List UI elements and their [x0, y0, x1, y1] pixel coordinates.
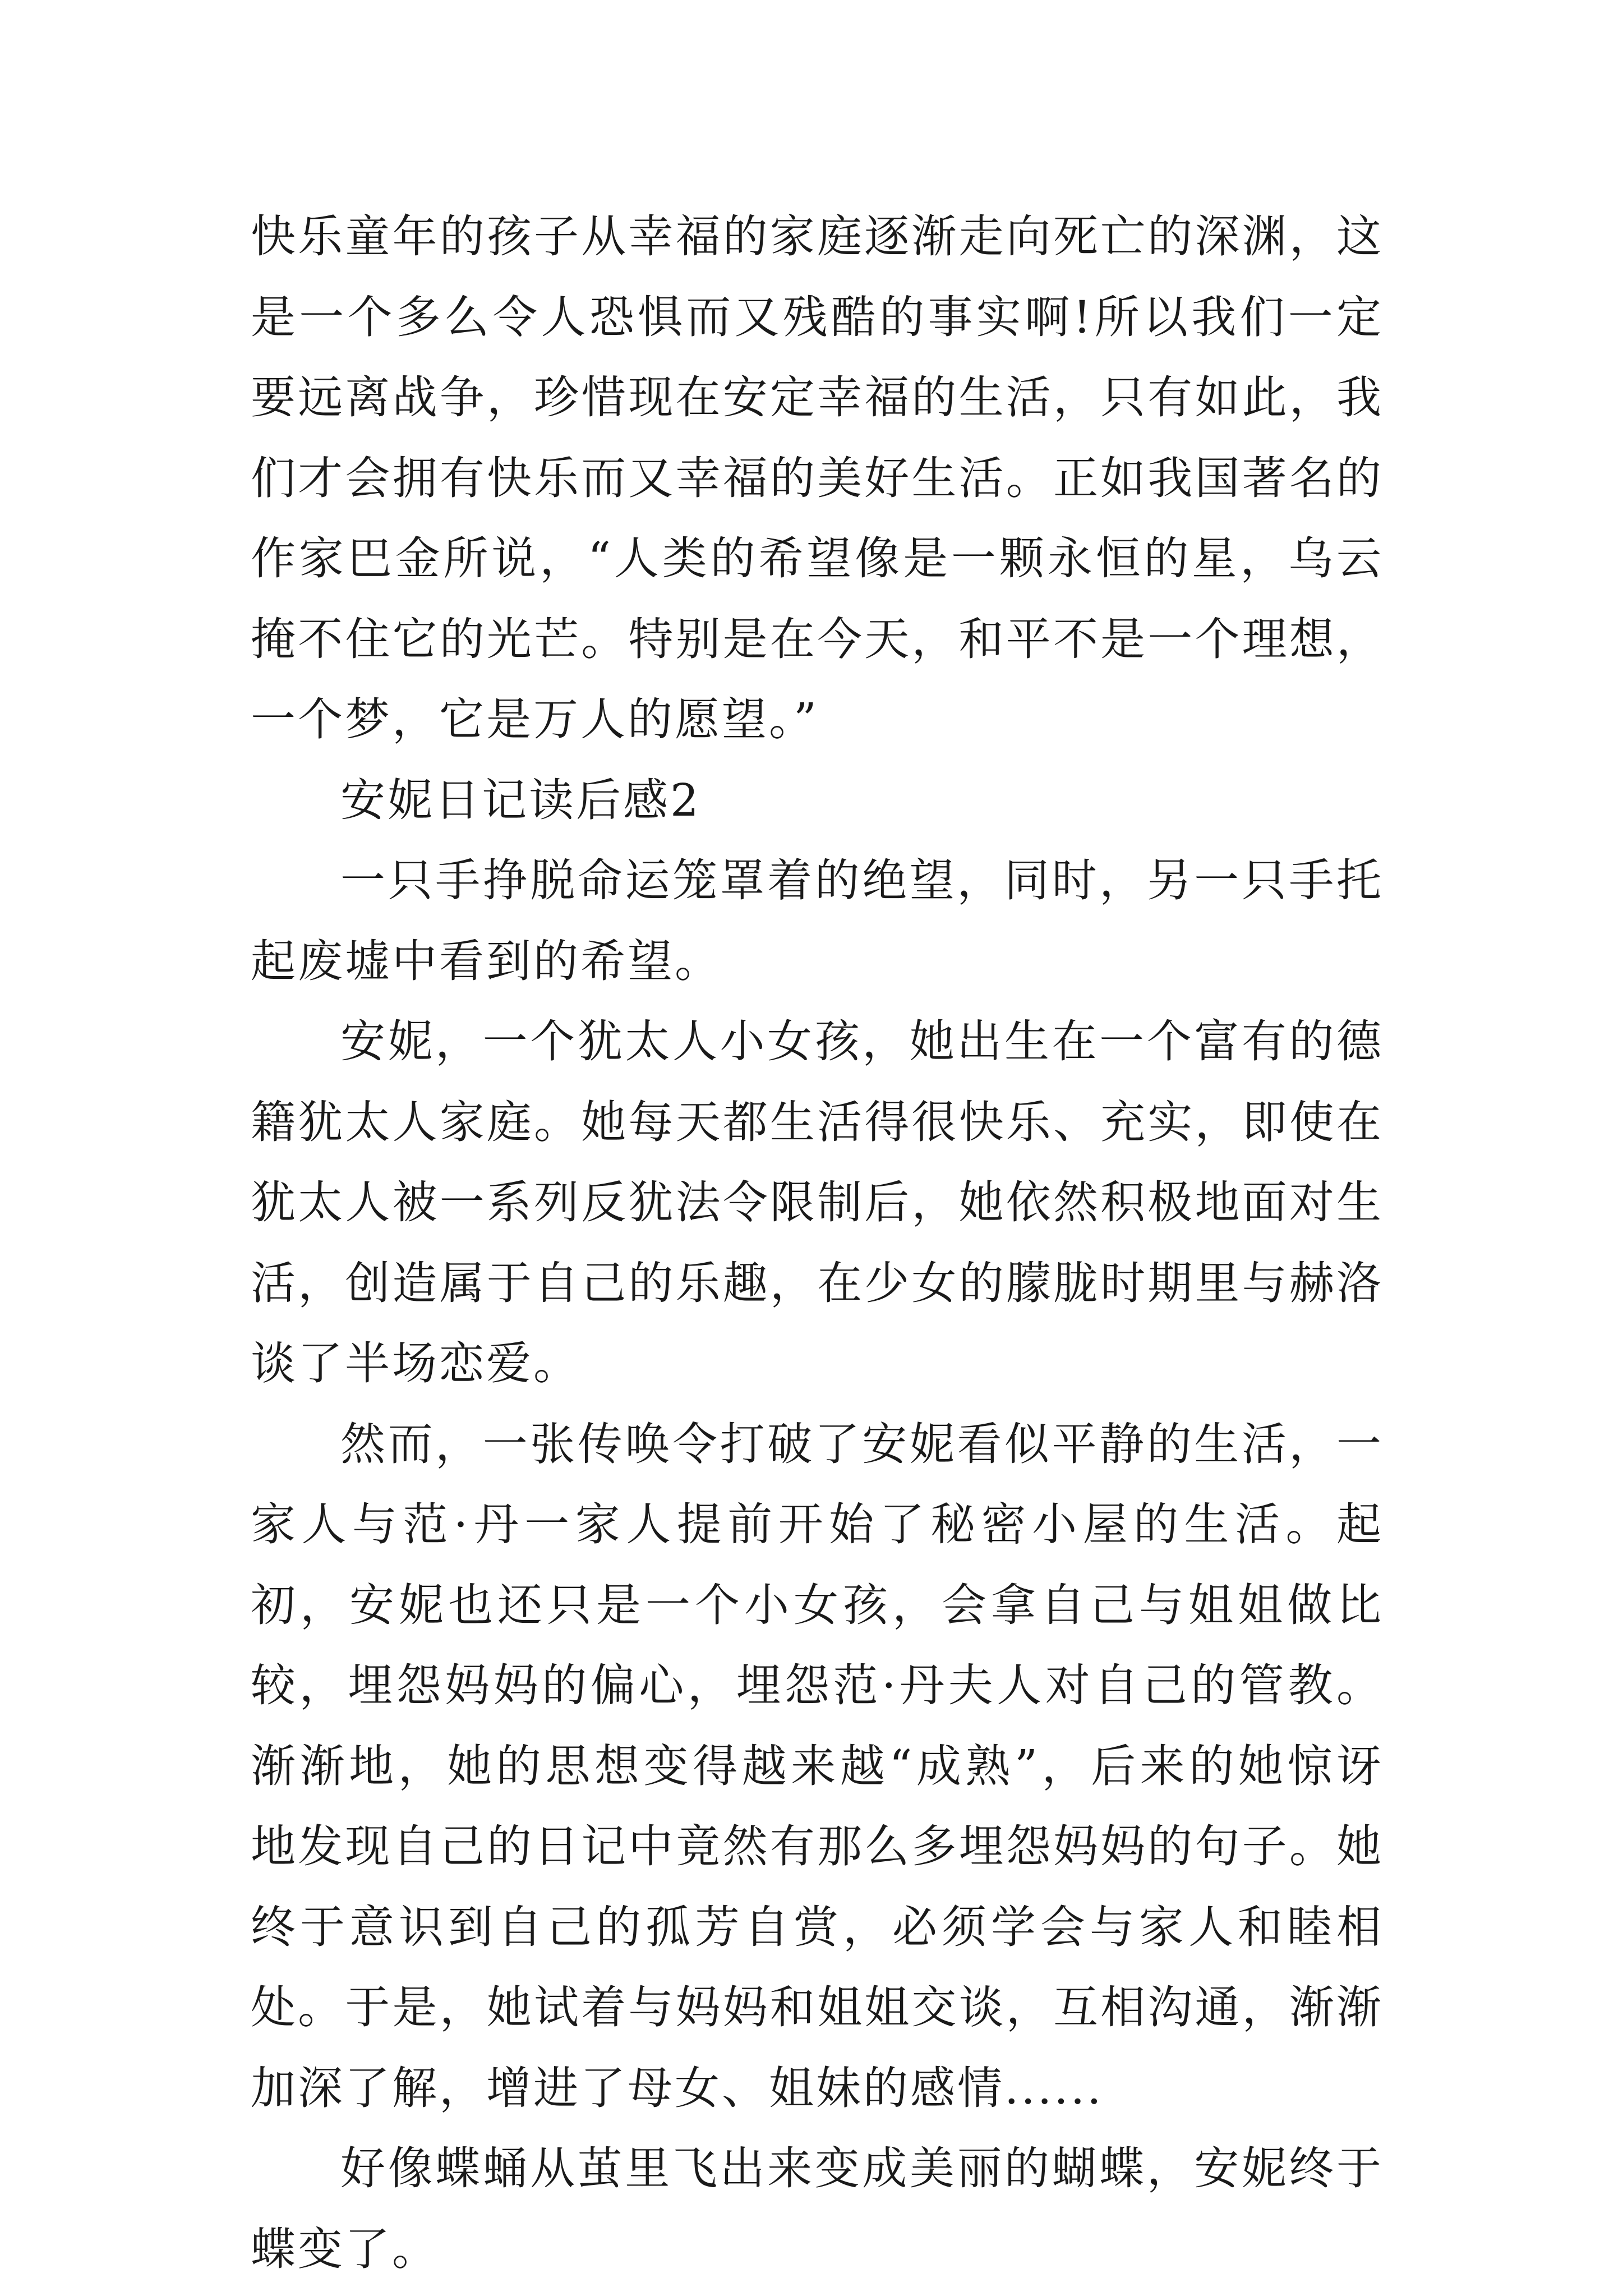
paragraph: 然而，一张传唤令打破了安妮看似平静的生活，一家人与范·丹一家人提前开始了秘密小屋的生活。起初，安妮也还只是一个小女孩，会拿自己与姐姐做比较，埋怨妈妈的偏心，埋怨范·丹夫人对自己的管教。渐渐地，她的思想变得越来越“成熟”，后来的她惊讶地发现自己的日记中竟然有那么多埋怨妈妈的句子。她终于意识到自己的孤芳自赏，必须学会与家人和睦相处。于是，她试着与妈妈和姐姐交谈，互相沟通，渐渐加深了解，增进了母女、姐妹的感情......: [251, 1418, 1384, 2114]
section-heading: 安妮日记读后感2: [340, 774, 701, 826]
paragraph: 安妮，一个犹太人小女孩，她出生在一个富有的德籍犹太人家庭。她每天都生活得很快乐、充实，即使在犹太人被一系列反犹法令限制后，她依然积极地面对生活，创造属于自己的乐趣，在少女的朦胧时期里与赫洛谈了半场恋爱。: [251, 1015, 1384, 1389]
body-text: [251, 196, 1384, 2289]
paragraph: 一只手挣脱命运笼罩着的绝望，同时，另一只手托起废墟中看到的希望。: [251, 854, 1384, 987]
paragraph-continuation: 快乐童年的孩子从幸福的家庭逐渐走向死亡的深渊，这是一个多么令人恐惧而又残酷的事实啊!所以我们一定要远离战争，珍惜现在安定幸福的生活，只有如此，我们才会拥有快乐而又幸福的美好生活。正如我国著名的作家巴金所说，“人类的希望像是一颗永恒的星，乌云掩不住它的光芒。特别是在今天，和平不是一个理想，一个梦，它是万人的愿望。”: [251, 210, 1384, 746]
paragraph: 好像蝶蛹从茧里飞出来变成美丽的蝴蝶，安妮终于蝶变了。: [251, 2142, 1384, 2275]
